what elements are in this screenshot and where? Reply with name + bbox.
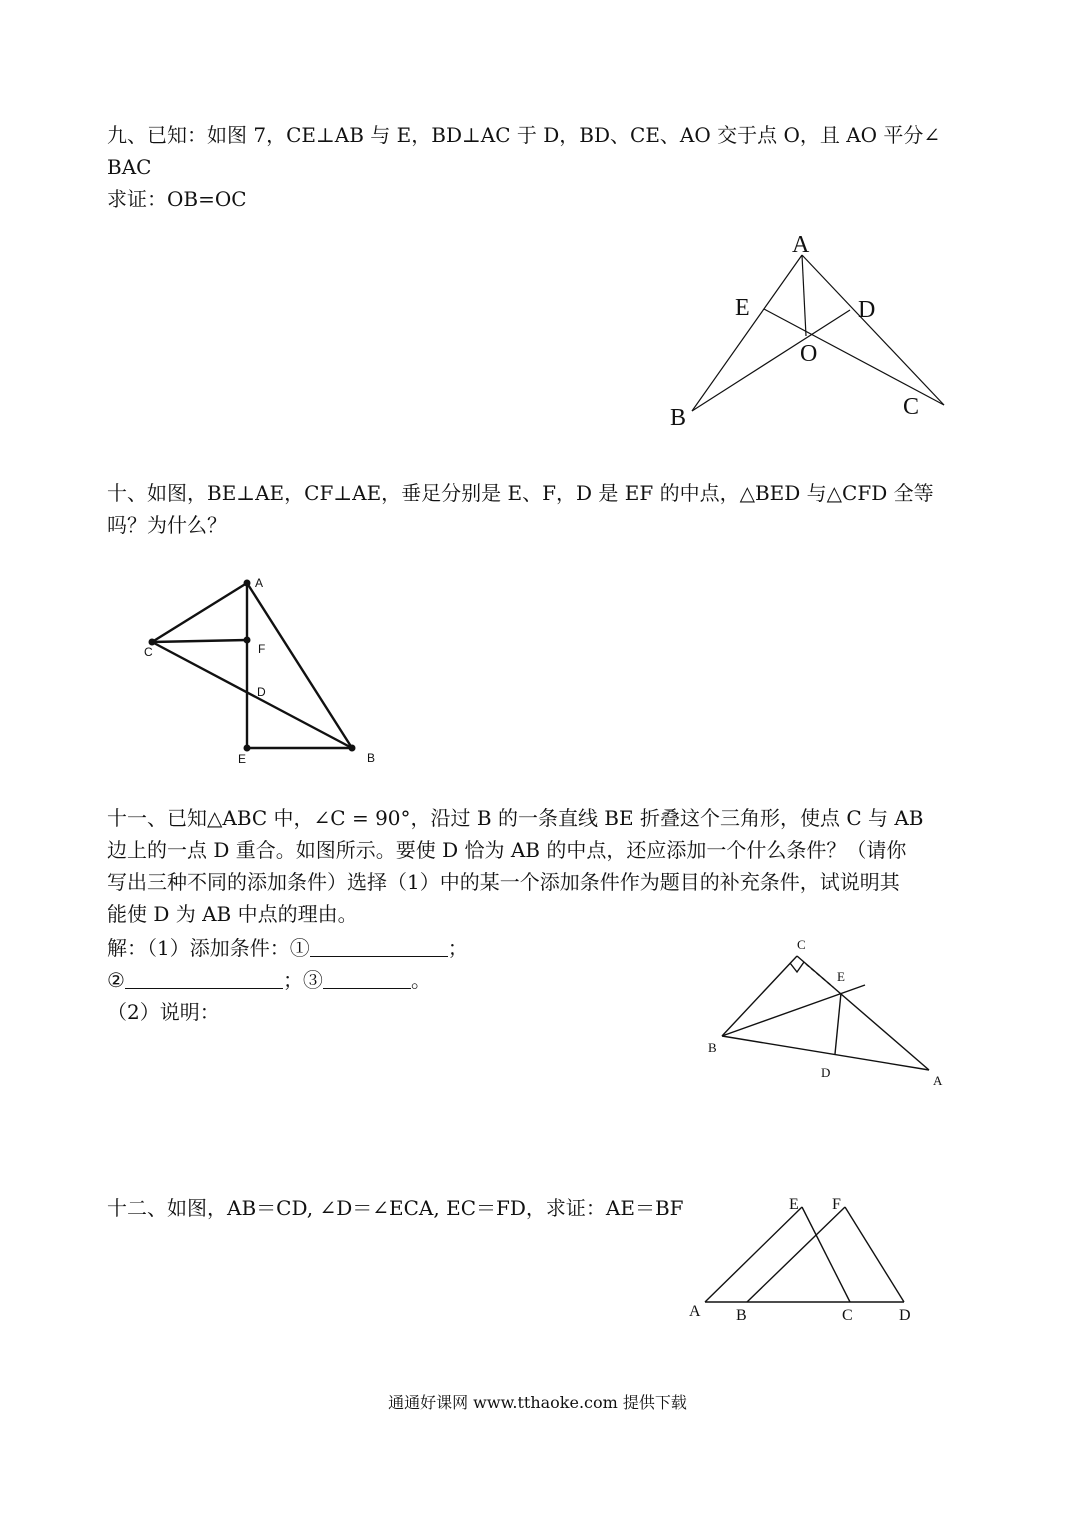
q10-point-E: [244, 745, 251, 752]
q9-line-1: 九、已知：如图 7，CE⊥AB 与 E，BD⊥AC 于 D，BD、CE、AO 交于点 O，且 AO 平分∠: [107, 123, 941, 147]
q10-segment-CB: [152, 642, 352, 748]
page-footer: 通通好课网 www.tthaoke.com 提供下载: [388, 1393, 687, 1412]
q9-label-B: B: [670, 405, 687, 431]
q11-right-angle-mark: [790, 962, 804, 972]
q11-line-4: 能使 D 为 AB 中点的理由。: [107, 902, 358, 926]
q9-line-2: BAC: [107, 155, 152, 179]
q11-label-B: B: [708, 1040, 717, 1055]
q12-segment-AE: [705, 1207, 802, 1302]
q10-label-D: D: [257, 685, 266, 699]
q11-answer-line-2: [107, 965, 431, 995]
q11-answer-prefix: 解：（1）添加条件：①: [107, 936, 310, 960]
q12-line-1: 十二、如图，AB＝CD, ∠D＝∠ECA, EC＝FD，求证：AE＝BF: [107, 1196, 684, 1220]
q9-label-O: O: [800, 341, 818, 367]
q9-segment-AO: [802, 255, 806, 336]
q9-segment-BD: [692, 310, 850, 411]
q10-label-C: C: [144, 645, 153, 659]
q11-label-C: C: [797, 937, 806, 952]
q12-figure: [680, 1185, 920, 1330]
q11-line-3: 写出三种不同的添加条件）选择（1）中的某一个添加条件作为题目的补充条件，试说明其: [107, 870, 900, 894]
q10-line-1: 十、如图，BE⊥AE，CF⊥AE，垂足分别是 E、F，D 是 EF 的中点，△BED 与△CFD 全等: [107, 481, 934, 505]
q12-label-B: B: [736, 1307, 747, 1324]
q10-figure: [130, 565, 390, 775]
q9-label-A: A: [792, 232, 810, 258]
q11-segment-BC: [722, 956, 797, 1036]
q12-segment-EC: [802, 1207, 850, 1302]
q11-line-2: 边上的一点 D 重合。如图所示。要使 D 恰为 AB 的中点，还应添加一个什么条件？（请你: [107, 838, 907, 862]
q12-label-D: D: [899, 1307, 911, 1324]
q9-label-E: E: [735, 295, 750, 321]
q11-segment-ED: [835, 993, 841, 1054]
q11-line-1: 十一、已知△ABC 中，∠C = 90°，沿过 B 的一条直线 BE 折叠这个三角形，使点 C 与 AB: [107, 806, 924, 830]
q9-line-3: 求证：OB=OC: [107, 187, 247, 211]
q10-point-F: [244, 637, 251, 644]
q11-label-A: A: [933, 1073, 943, 1088]
q11-period: 。: [410, 968, 431, 992]
q12-label-A: A: [689, 1303, 701, 1320]
q11-figure: [700, 930, 955, 1095]
q12-label-E: E: [789, 1196, 799, 1213]
q10-point-A: [244, 580, 251, 587]
q10-segment-AC: [152, 583, 247, 642]
q11-label-E: E: [837, 969, 845, 984]
q10-label-E: E: [238, 752, 247, 766]
q11-segment-BE: [722, 985, 865, 1036]
q12-label-C: C: [842, 1307, 853, 1324]
q10-segment-CF: [152, 640, 247, 642]
q11-answer-line-1: [107, 933, 468, 963]
q11-blank-1: [310, 936, 448, 957]
q9-label-D: D: [858, 297, 876, 323]
q9-segment-CE: [764, 309, 944, 405]
q12-label-F: F: [832, 1196, 841, 1213]
q12-segment-BF: [747, 1207, 845, 1302]
q10-label-B: B: [367, 751, 376, 765]
q11-part-2: （2）说明：: [107, 1000, 220, 1024]
q10-point-B: [349, 745, 356, 752]
q11-semicolon-2: ；③: [282, 968, 323, 992]
q10-segment-AB: [247, 583, 352, 748]
q9-segment-AC: [802, 255, 944, 405]
q11-blank-3: [323, 968, 411, 989]
q10-label-A: A: [255, 576, 264, 590]
q9-figure: [660, 225, 960, 440]
q11-label-D: D: [821, 1065, 831, 1080]
q11-circle-2: ②: [107, 968, 125, 992]
q10-label-F: F: [258, 642, 266, 656]
q10-line-2: 吗？为什么？: [107, 513, 227, 537]
q9-label-C: C: [903, 394, 920, 420]
q11-blank-2: [125, 968, 283, 989]
q12-segment-FD: [845, 1207, 904, 1302]
q11-semicolon-1: ；: [447, 936, 468, 960]
q9-segment-AB: [692, 255, 802, 411]
